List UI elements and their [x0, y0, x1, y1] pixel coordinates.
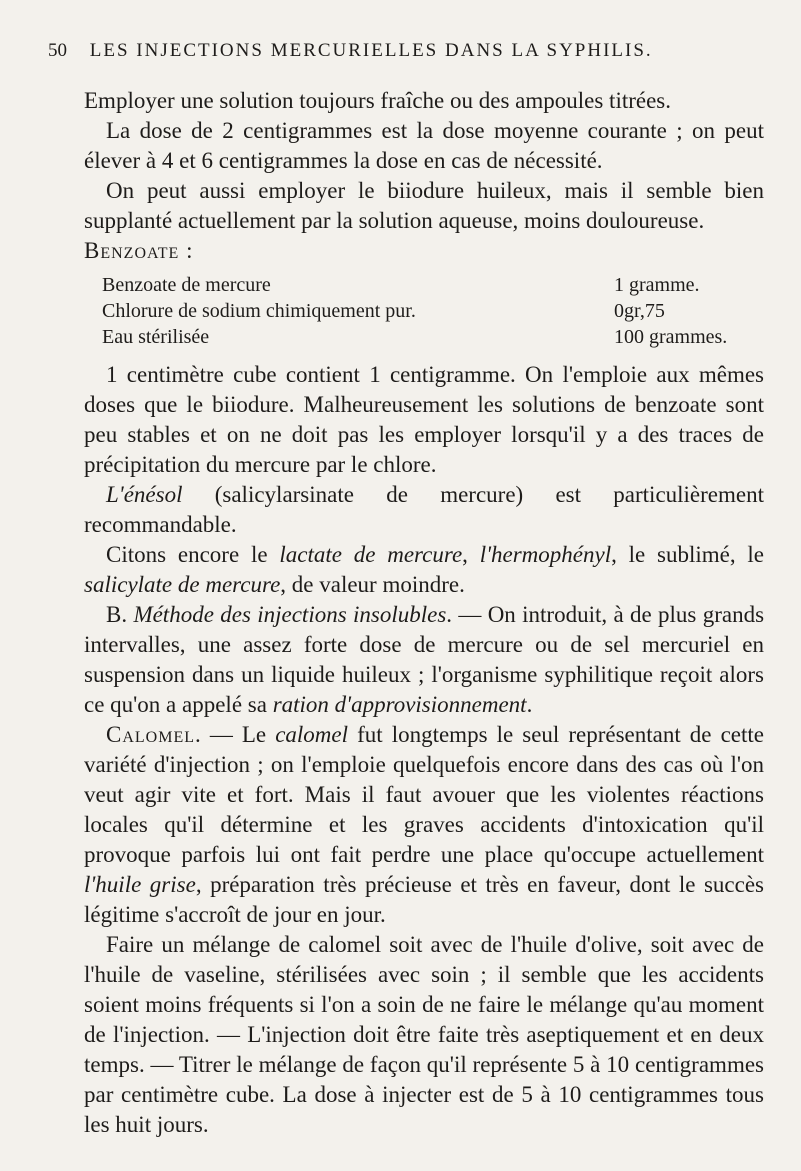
benzoate-heading: Benzoate : — [84, 238, 194, 263]
formula-row — [102, 298, 764, 324]
term-salicylate: salicylate de mercure — [84, 572, 281, 597]
paragraph-dose: La dose de 2 centigrammes est la dose moyenne courante ; on peut élever à 4 et 6 centigrammes la dose en cas de nécessité. — [84, 118, 764, 173]
term-enesol: L'énésol — [106, 482, 183, 507]
text-span: B. — [106, 602, 134, 627]
text-span: fut longtemps le seul représentant de cette variété d'injection ; on l'emploie quelquefois encore dans des cas où l'on veut agir vite et fort. Mais il faut avouer que les violentes réactions locales qu'il détermine et les graves accidents d'intoxication qu'il provoque parfois lui ont fait perdre une place qu'occupe actuellement — [84, 722, 764, 867]
formula-label: Eau stérilisée — [102, 326, 210, 348]
section-title-insolubles: Méthode des injections insolubles — [133, 602, 447, 627]
term-lactate: lactate de mercure — [279, 542, 463, 567]
paragraph-calomel — [84, 720, 764, 930]
term-hermophenyl: l'hermophényl — [479, 542, 612, 567]
formula-qty: 100 grammes. — [614, 326, 728, 348]
paragraph-enesol — [84, 480, 764, 540]
text-span: . — [526, 692, 533, 717]
term-calomel: calomel — [275, 722, 349, 747]
formula-row — [102, 272, 764, 298]
text-span: , — [462, 542, 480, 567]
paragraph-melange: Faire un mélange de calomel soit avec de l'huile d'olive, soit avec de l'huile de vaseline, stérilisées avec soin ; il semble que les accidents soient moins fréquents si l'on a soin de ne faire le mélange qu'au moment de l'injection. — L'injection doit être faite très aseptiquement et en deux temps. — Titrer le mélange de façon qu'il représente 5 à 10 centigrammes par centimètre cube. La dose à injecter est de 5 à 10 centigrammes tous les huit jours. — [84, 932, 764, 1137]
formula-row — [102, 324, 764, 350]
text-span: , de valeur moindre. — [280, 572, 465, 597]
text-span: . — On introduit, à de plus grands intervalles, une assez forte dose de mercure ou de sel mercuriel en suspension dans un liquide huileux ; l'organisme syphilitique reçoit alors ce qu'on a appelé sa — [84, 602, 765, 717]
paragraph-methode-b — [84, 600, 764, 720]
formula-qty: 1 gramme. — [614, 274, 700, 296]
formula-label: Chlorure de sodium chimiquement pur. — [102, 300, 416, 322]
heading-calomel: Calomel — [106, 722, 195, 747]
formula-qty: 0gr,75 — [614, 300, 665, 322]
formula-label: Benzoate de mercure — [102, 274, 271, 296]
benzoate-formula — [102, 272, 764, 350]
text-span: . — Le — [195, 722, 276, 747]
paragraph-biiodure: On peut aussi employer le biiodure huileux, mais il semble bien supplanté actuellement par la solution aqueuse, moins douloureuse. — [84, 178, 764, 233]
text-span: (salicylarsinate de mercure) est particulièrement recommandable. — [84, 482, 764, 537]
page-number: 50 — [48, 40, 67, 61]
term-huile-grise: l'huile grise — [84, 872, 196, 897]
paragraph-benzoate-use: 1 centimètre cube contient 1 centigramme. On l'emploie aux mêmes doses que le biiodure. Malheureusement les solutions de benzoate sont peu stables et on ne doit pas les employer lorsqu'il y a des traces de précipitation du mercure par le chlore. — [84, 362, 764, 477]
running-title: LES INJECTIONS MERCURIELLES DANS LA SYPHILIS. — [89, 40, 653, 61]
text-span: , préparation très précieuse et très en faveur, dont le succès légitime s'accroît de jour en jour. — [84, 872, 764, 927]
paragraph-citons — [84, 540, 764, 600]
text-span: Citons encore le — [106, 542, 280, 567]
page-body — [84, 86, 764, 1140]
term-ration: ration d'approvisionnement — [272, 692, 527, 717]
text-span: , le sublimé, le — [611, 542, 764, 567]
paragraph-ampoules: Employer une solution toujours fraîche ou des ampoules titrées. — [84, 88, 672, 113]
running-header — [48, 40, 748, 62]
